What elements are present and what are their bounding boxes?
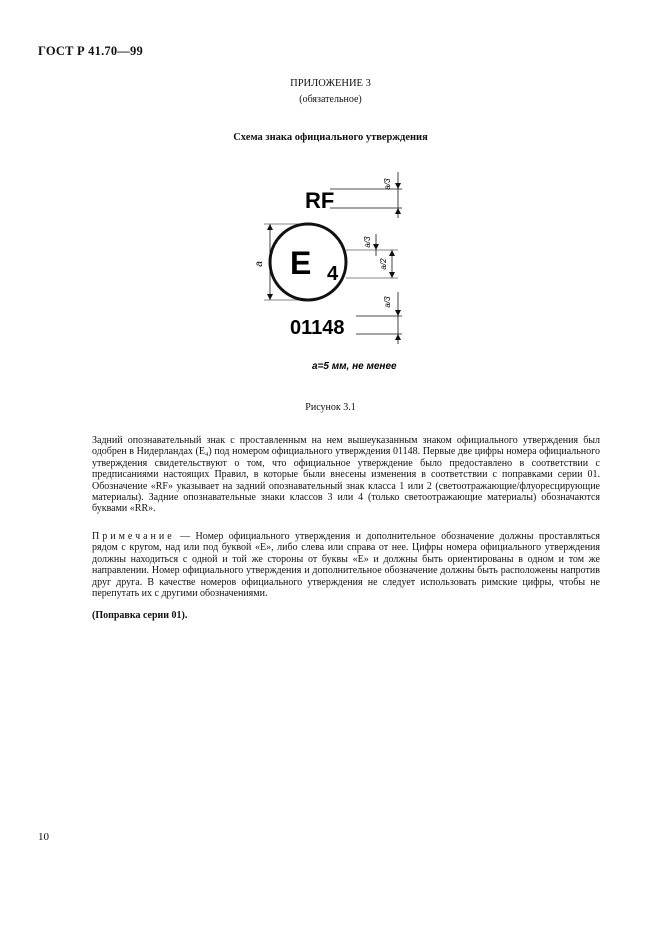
arrow-a-2 (267, 294, 273, 300)
mark-e-letter: E (290, 245, 312, 281)
note-text: — Номер официального утверждения и дополнительное обозначение должны проставляться рядом с кругом, над или под буквой «E», либо слева или справа от нее. Цифры номера официального утверждения должны находиться с одной и той же стороны от буквы «E» и должны быть ориентированы в одном и том же направлении. Номер официального утверждения и дополнительное обозначение должны быть расположены напротив друг друга. В качестве номеров официального утверждения не следует использовать римские цифры, чтобы не перепутать их с другими обозначениями. (92, 531, 600, 600)
mark-approval-number: 01148 (290, 317, 345, 339)
dimension-note: a=5 мм, не менее (312, 361, 397, 372)
approval-mark-diagram (250, 160, 420, 375)
dim-label-a3-mid: a/3 (363, 236, 372, 248)
approval-mark-figure (250, 160, 420, 375)
arrow-a2-1 (389, 250, 395, 256)
dim-label-a3-bottom: a/3 (383, 296, 392, 308)
arrow-bottom-1 (395, 310, 401, 316)
mark-rf-text: RF (305, 188, 335, 213)
dim-label-a3-top: a/3 (383, 178, 392, 190)
mark-country-number: 4 (327, 263, 339, 285)
amendment-note: (Поправка серии 01). (92, 610, 188, 621)
body-paragraph (92, 435, 600, 515)
standard-code: ГОСТ Р 41.70—99 (38, 44, 143, 58)
note-paragraph (92, 531, 600, 599)
page-number: 10 (38, 831, 49, 843)
figure-caption: Рисунок 3.1 (305, 402, 356, 413)
arrow-mid-1 (373, 244, 379, 250)
note-label: Примечание (92, 531, 175, 542)
arrow-top-1 (395, 183, 401, 189)
arrow-a-1 (267, 224, 273, 230)
dim-label-a2: a/2 (379, 258, 388, 270)
paragraph-text: Задний опознавательный знак с проставленным на нем вышеуказанным знаком официального утверждения был одобрен в Нидерландах (E₄) под номером официального утверждения 01148. Первые две цифры номера официального утверждения свидетельствуют о том, что официальное утверждение было предоставлено в соответствии с предписаниями настоящих Правил, в которые были внесены изменения в соответствии с поправками серии 01. Обозначение «RF» указывает на задний опознавательный знак класса 1 или 2 (светоотражающие/флуоресцирующие материалы). Задние опознавательные знаки классов 3 или 4 (только светоотражающие материалы) обозначаются буквами «RR». (92, 435, 600, 515)
arrow-a2-2 (389, 272, 395, 278)
arrow-top-2 (395, 208, 401, 214)
arrow-bottom-2 (395, 334, 401, 340)
dim-label-a: a (254, 261, 265, 267)
scheme-title: Схема знака официального утверждения (233, 132, 428, 143)
appendix-subtitle: (обязательное) (299, 94, 362, 105)
appendix-title: ПРИЛОЖЕНИЕ 3 (290, 78, 371, 89)
